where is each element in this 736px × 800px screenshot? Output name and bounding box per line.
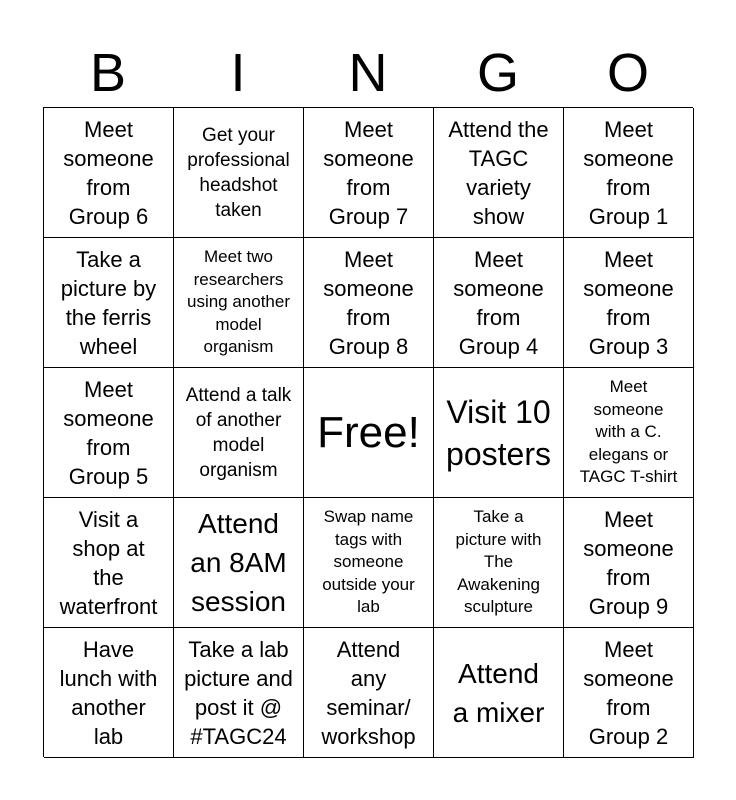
cell-text: Meet someone from Group 6 [63, 116, 154, 229]
bingo-cell-r5-c4[interactable] [434, 628, 564, 758]
cell-text: Attend the TAGC variety show [448, 116, 549, 229]
bingo-cell-r1-c3[interactable] [304, 108, 434, 238]
cell-text: Meet someone from Group 8 [323, 246, 414, 359]
cell-text: Attend any seminar/ workshop [321, 636, 416, 749]
header-letter-n: N [348, 43, 388, 103]
header-letter-b: B [89, 43, 127, 103]
bingo-cell-r5-c2[interactable] [174, 628, 304, 758]
bingo-cell-r5-c1[interactable] [44, 628, 174, 758]
cell-text: Meet someone from Group 5 [63, 376, 154, 489]
cell-text: Get your professional headshot taken [187, 124, 290, 221]
cell-text: Meet someone from Group 7 [323, 116, 414, 229]
bingo-cell-r5-c5[interactable] [564, 628, 694, 758]
cell-text: Meet someone from Group 4 [453, 246, 544, 359]
bingo-cell-free[interactable] [304, 368, 434, 498]
bingo-cell-r2-c4[interactable] [434, 238, 564, 368]
bingo-cell-r1-c4[interactable] [434, 108, 564, 238]
bingo-cell-r3-c1[interactable] [44, 368, 174, 498]
bingo-cell-r3-c4[interactable] [434, 368, 564, 498]
bingo-board [43, 107, 693, 757]
cell-text: Attend an 8AM session [190, 508, 287, 617]
header-letter-g: G [476, 43, 519, 103]
cell-text: Meet someone with a C. elegans or TAGC T-shirt [579, 377, 678, 487]
cell-text: Meet someone from Group 1 [583, 116, 674, 229]
bingo-cell-r4-c1[interactable] [44, 498, 174, 628]
cell-text: Meet someone from Group 2 [583, 636, 674, 749]
cell-text: Meet two researchers using another model organism [186, 247, 291, 357]
bingo-cell-r2-c2[interactable] [174, 238, 304, 368]
bingo-cell-r4-c3[interactable] [304, 498, 434, 628]
bingo-cell-r4-c5[interactable] [564, 498, 694, 628]
bingo-cell-r1-c1[interactable] [44, 108, 174, 238]
bingo-cell-r2-c1[interactable] [44, 238, 174, 368]
cell-text: Take a picture with The Awakening sculpture [455, 507, 542, 617]
cell-text: Attend a talk of another model organism [185, 384, 292, 481]
bingo-cell-r4-c2[interactable] [174, 498, 304, 628]
cell-text: Meet someone from Group 3 [583, 246, 674, 359]
cell-text: Swap name tags with someone outside your lab [322, 507, 415, 617]
bingo-cell-r2-c3[interactable] [304, 238, 434, 368]
free-space-text: Free! [317, 407, 420, 457]
cell-text: Visit a shop at the waterfront [59, 506, 158, 619]
cell-text: Meet someone from Group 9 [583, 506, 674, 619]
bingo-cell-r3-c2[interactable] [174, 368, 304, 498]
cell-text: Take a lab picture and post it @ #TAGC24 [184, 636, 293, 749]
header-letter-o: O [606, 43, 649, 103]
cell-text: Take a picture by the ferris wheel [60, 246, 157, 359]
cell-text: Attend a mixer [452, 657, 545, 728]
bingo-cell-r1-c2[interactable] [174, 108, 304, 238]
bingo-cell-r5-c3[interactable] [304, 628, 434, 758]
cell-text: Have lunch with another lab [59, 636, 158, 749]
bingo-cell-r3-c5[interactable] [564, 368, 694, 498]
bingo-cell-r2-c5[interactable] [564, 238, 694, 368]
bingo-cell-r1-c5[interactable] [564, 108, 694, 238]
header-letter-i: I [230, 43, 246, 103]
bingo-header [43, 38, 693, 108]
cell-text: Visit 10 posters [446, 393, 551, 472]
bingo-cell-r4-c4[interactable] [434, 498, 564, 628]
